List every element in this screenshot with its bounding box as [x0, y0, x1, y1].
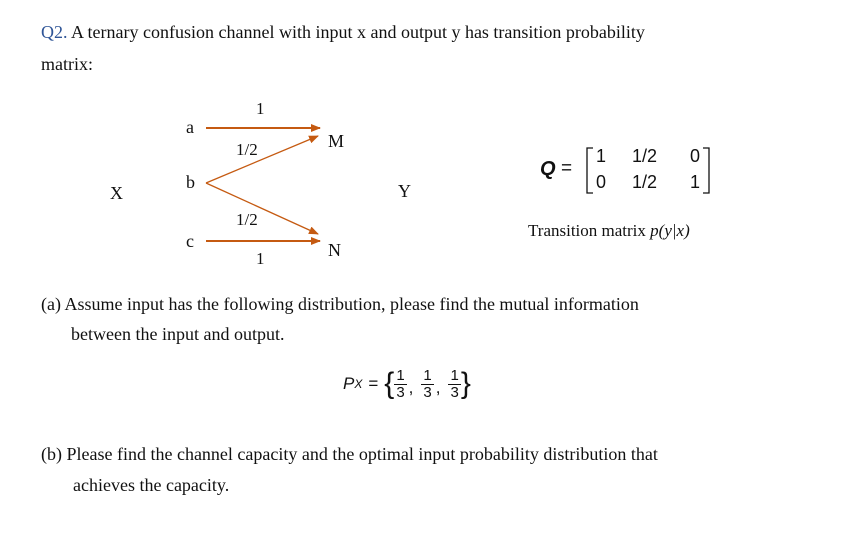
input-symbol-a: a [186, 117, 194, 137]
dist-equals: = [368, 374, 379, 393]
part-b-line1: (b) Please find the channel capacity and the optimal input probability distribution that [41, 444, 658, 464]
matrix-cell-1-2: 1/2 [632, 146, 658, 166]
comma-1: , [408, 378, 414, 397]
edge-label-b-m: 1/2 [236, 140, 258, 159]
part-a-line1: (a) Assume input has the following distribution, please find the mutual information [41, 294, 639, 314]
matrix-caption-math: p(y|x) [650, 221, 690, 240]
question-text-line1: A ternary confusion channel with input x and output y has transition probability [71, 22, 645, 42]
part-a-line2: between the input and output. [71, 324, 285, 344]
prob-c-den: 3 [450, 383, 459, 401]
prob-fraction-a [394, 368, 406, 401]
matrix-cell-2-1: 0 [596, 172, 607, 192]
output-symbol-n: N [328, 240, 341, 260]
prob-b-num: 1 [423, 366, 432, 384]
prob-fraction-b [421, 368, 433, 401]
matrix-symbol: Q [540, 158, 556, 180]
matrix-cell-1-1: 1 [596, 146, 607, 166]
question-number: Q2. [41, 22, 68, 42]
output-label-y: Y [398, 181, 411, 201]
prob-a-num: 1 [396, 366, 405, 384]
right-brace: } [460, 367, 471, 400]
prob-c-num: 1 [450, 366, 459, 384]
matrix-caption-text: Transition matrix [528, 221, 646, 240]
matrix-cell-1-3: 0 [690, 146, 701, 166]
input-symbol-c: c [186, 231, 194, 251]
left-brace: { [384, 367, 395, 400]
matrix-cell-2-3: 1 [690, 172, 701, 192]
prob-a-den: 3 [396, 383, 405, 401]
matrix-cell-2-2: 1/2 [632, 172, 658, 192]
edge-label-c-n: 1 [256, 249, 265, 268]
input-symbol-b: b [186, 172, 195, 192]
dist-subscript: X [354, 377, 363, 391]
part-b-line2: achieves the capacity. [73, 475, 230, 495]
edge-label-b-n: 1/2 [236, 210, 258, 229]
matrix-caption [528, 221, 690, 241]
input-label-x: X [110, 183, 123, 203]
prob-b-den: 3 [423, 383, 432, 401]
prob-fraction-c [448, 368, 460, 401]
question-text-line2: matrix: [41, 54, 93, 74]
comma-2: , [435, 378, 441, 397]
input-distribution [343, 360, 471, 408]
output-symbol-m: M [328, 131, 345, 151]
matrix-equals: = [561, 158, 573, 179]
edge-label-a-m: 1 [256, 99, 265, 118]
dist-symbol: P [343, 374, 355, 393]
